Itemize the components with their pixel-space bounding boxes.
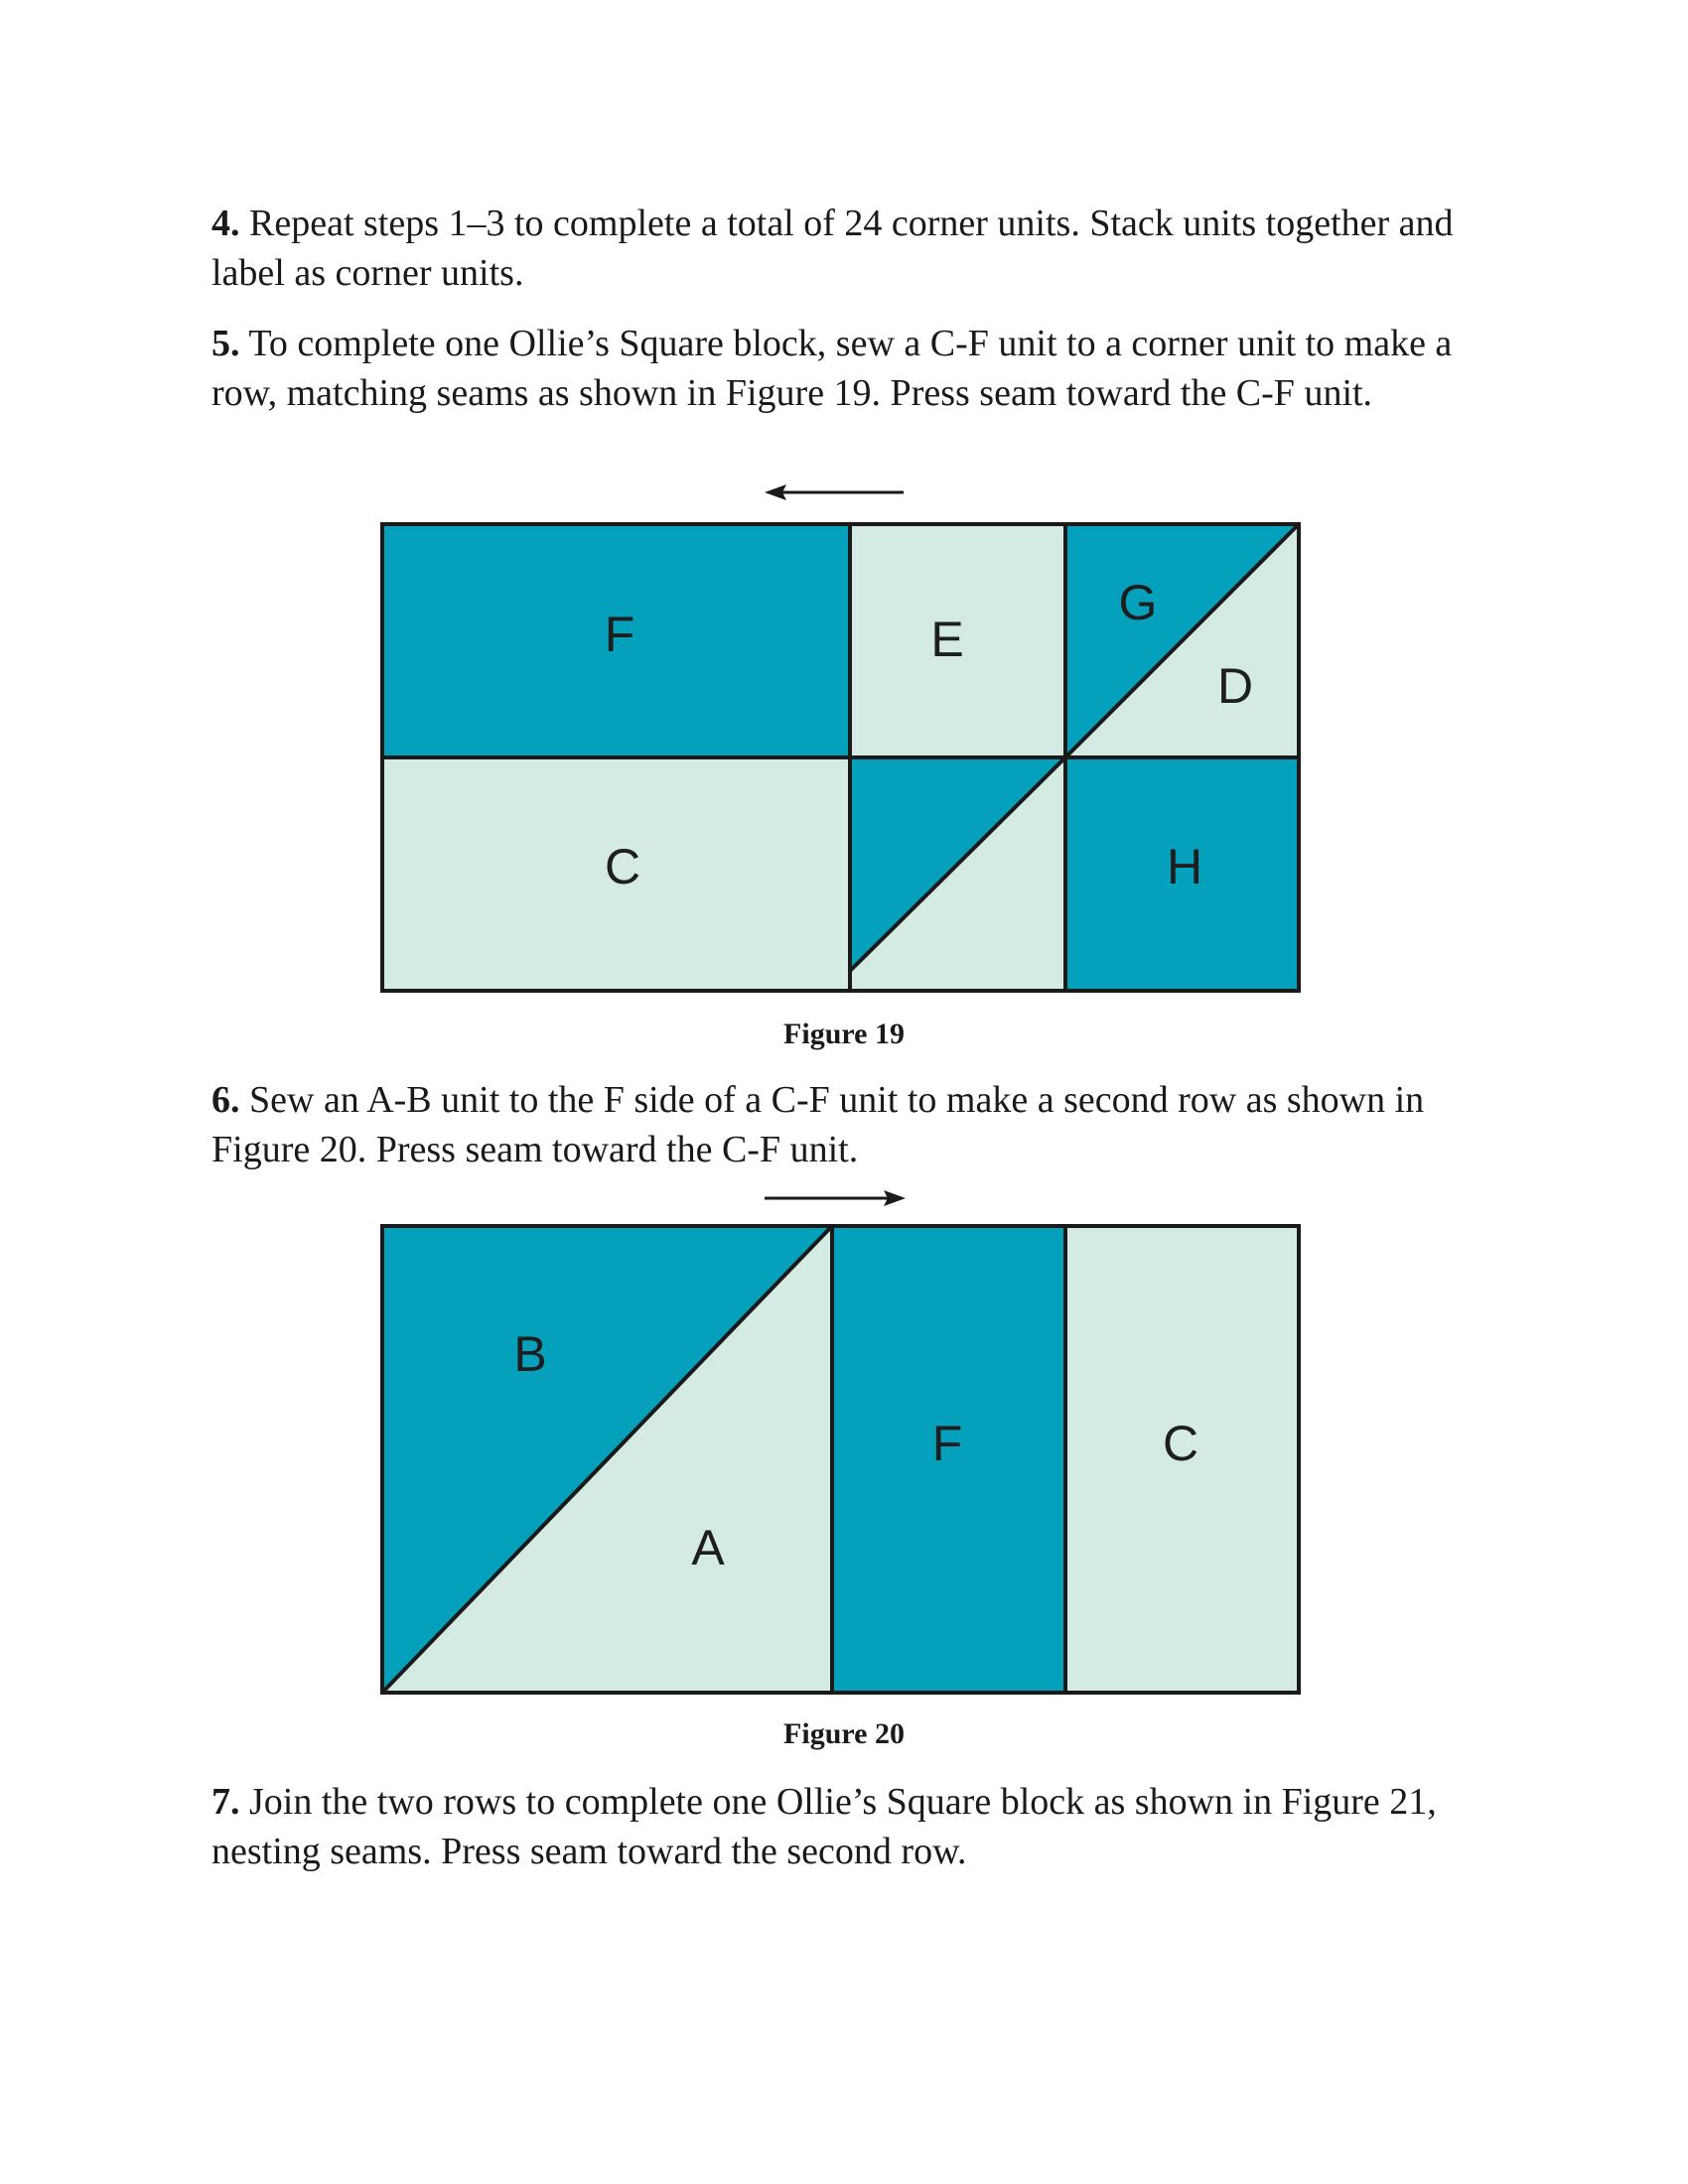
- step-number: 6.: [211, 1079, 240, 1121]
- label-e: E: [930, 612, 964, 667]
- step-7: [211, 1777, 1502, 1876]
- label-b: B: [513, 1326, 547, 1382]
- label-c: C: [604, 839, 641, 894]
- step-number: 5.: [211, 323, 240, 364]
- step-text: To complete one Ollie’s Square block, sew a C-F unit to a corner unit to make a row, matching seams as shown in Figure 19. Press seam toward the C-F unit.: [211, 323, 1453, 414]
- label-f: F: [931, 1416, 963, 1471]
- step-number: 4.: [211, 203, 240, 244]
- label-c: C: [1162, 1416, 1199, 1471]
- step-text: Join the two rows to complete one Ollie’s Square block as shown in Figure 21, nesting seams. Press seam toward the second row.: [211, 1781, 1437, 1872]
- step-number: 7.: [211, 1781, 240, 1823]
- figure-20-caption: Figure 20: [783, 1717, 905, 1750]
- step-text: Repeat steps 1–3 to complete a total of 24 corner units. Stack units together and label as corner units.: [211, 203, 1454, 294]
- label-g: G: [1118, 575, 1158, 630]
- label-a: A: [691, 1520, 725, 1575]
- label-h: H: [1166, 839, 1203, 894]
- label-d: D: [1216, 658, 1254, 714]
- figure-19-caption: Figure 19: [783, 1018, 905, 1050]
- step-text: Sew an A-B unit to the F side of a C-F unit to make a second row as shown in Figure 20. Press seam toward the C-F unit.: [211, 1079, 1425, 1170]
- label-f: F: [604, 607, 635, 662]
- press-arrow-right-icon: [765, 1190, 906, 1206]
